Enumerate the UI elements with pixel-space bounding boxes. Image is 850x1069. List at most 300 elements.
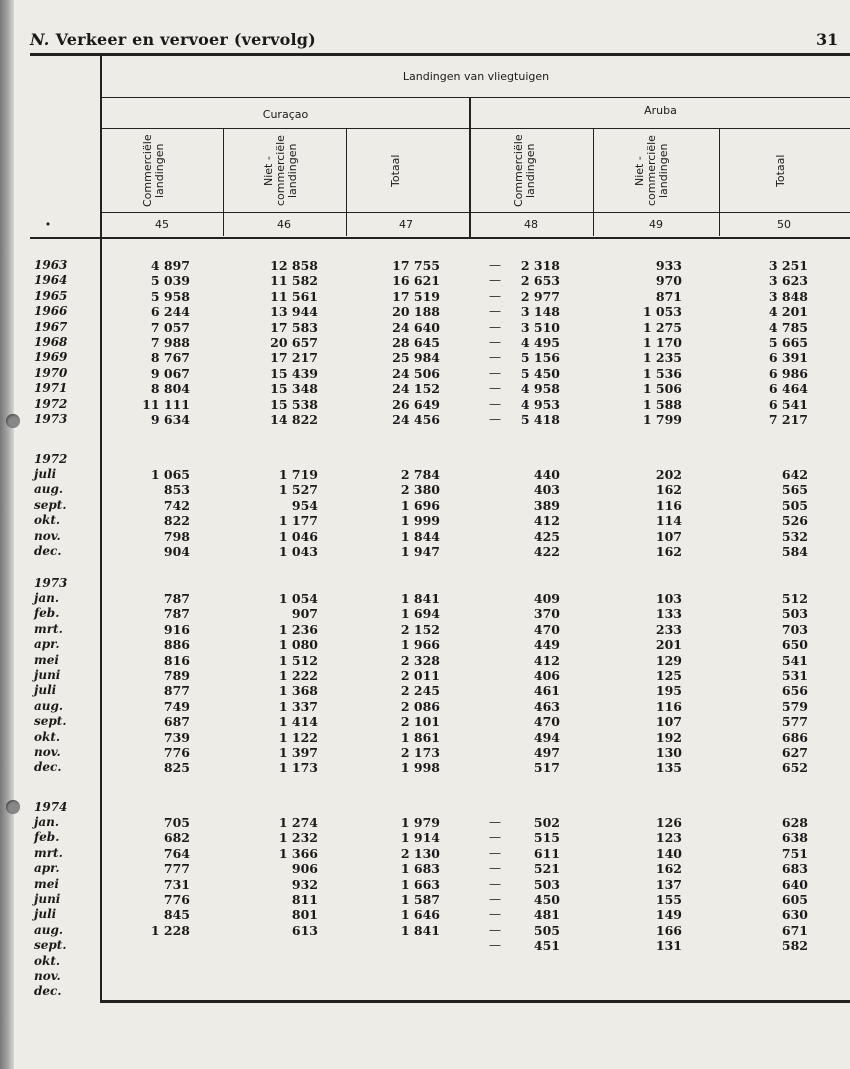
table-cell: 6 541 bbox=[768, 396, 808, 412]
table-cell: 1 080 bbox=[278, 637, 318, 653]
column-header: Commerciële landingen bbox=[141, 134, 166, 208]
table-cell: 1 122 bbox=[278, 729, 318, 745]
separator-dash: — bbox=[489, 938, 501, 953]
table-cell: 11 111 bbox=[142, 396, 190, 412]
row-label: juli bbox=[34, 467, 57, 481]
section-letter: N. bbox=[30, 30, 50, 49]
table-cell: 2 328 bbox=[400, 652, 440, 668]
table-cell: 1 844 bbox=[400, 528, 440, 544]
table-cell: 463 bbox=[533, 698, 560, 714]
row-label: 1968 bbox=[34, 334, 68, 349]
table-row bbox=[34, 969, 67, 984]
table-cell: 162 bbox=[655, 543, 682, 559]
col-divider bbox=[346, 128, 347, 236]
table-cell: 1 694 bbox=[400, 606, 440, 622]
table-cell: 17 217 bbox=[270, 350, 318, 366]
table-cell: 370 bbox=[533, 606, 560, 622]
table-cell: 497 bbox=[533, 744, 560, 760]
table-cell: 816 bbox=[163, 652, 190, 668]
table-cell: 12 858 bbox=[270, 258, 318, 273]
table-cell: 4 201 bbox=[768, 304, 808, 320]
table-cell: 4 953 bbox=[520, 396, 560, 412]
table-row bbox=[34, 876, 808, 892]
bottom-rule bbox=[100, 1000, 850, 1003]
table-cell: 7 217 bbox=[768, 411, 808, 427]
table-cell: 871 bbox=[655, 288, 682, 304]
table-cell: 11 561 bbox=[270, 288, 318, 304]
separator-dash: — bbox=[489, 861, 501, 876]
column-header: Niet - commerciële landingen bbox=[633, 135, 670, 207]
row-label: nov. bbox=[34, 528, 61, 543]
table-cell: 137 bbox=[655, 876, 682, 892]
table-row bbox=[34, 891, 808, 907]
row-label: sept. bbox=[34, 714, 67, 729]
table-row bbox=[34, 954, 67, 969]
col-divider bbox=[223, 128, 224, 236]
table-row bbox=[34, 652, 808, 668]
header-bottom-rule bbox=[30, 237, 850, 239]
table-cell: 9 634 bbox=[150, 411, 190, 427]
row-label: 1971 bbox=[34, 381, 68, 396]
row-label: feb. bbox=[34, 830, 60, 845]
table-cell: 1 966 bbox=[400, 637, 440, 653]
col-divider bbox=[719, 128, 720, 236]
row-label: 1965 bbox=[34, 288, 68, 303]
table-cell: 2 318 bbox=[520, 258, 560, 273]
row-label: 1966 bbox=[34, 304, 68, 319]
table-cell: 6 464 bbox=[768, 381, 808, 397]
table-cell: 1 861 bbox=[400, 729, 440, 745]
table-cell: 628 bbox=[781, 815, 808, 830]
table-cell: 125 bbox=[655, 667, 682, 683]
table-cell: 683 bbox=[781, 861, 808, 877]
separator-dash: — bbox=[489, 411, 501, 426]
table-cell: 906 bbox=[291, 861, 318, 877]
table-cell: 140 bbox=[655, 845, 682, 861]
table-cell: 26 649 bbox=[392, 396, 440, 412]
table-cell: 1 719 bbox=[278, 467, 318, 482]
table-cell: 8 767 bbox=[150, 350, 190, 366]
table-cell: 640 bbox=[781, 876, 808, 892]
table-cell: 503 bbox=[781, 606, 808, 622]
column-header: Niet - commerciële landingen bbox=[262, 135, 299, 207]
table-cell: 425 bbox=[533, 528, 560, 544]
table-cell: 1 947 bbox=[400, 543, 440, 559]
separator-dash: — bbox=[489, 907, 501, 922]
table-cell: 1 337 bbox=[278, 698, 318, 714]
table-cell: 126 bbox=[655, 815, 682, 830]
table-cell: 1 527 bbox=[278, 482, 318, 498]
table-cell: 24 152 bbox=[392, 381, 440, 397]
row-label: nov. bbox=[34, 744, 61, 759]
table-cell: 1 173 bbox=[278, 760, 318, 776]
table-cell: 801 bbox=[291, 907, 318, 923]
table-cell: 3 510 bbox=[520, 319, 560, 335]
table-cell: 2 784 bbox=[400, 467, 440, 482]
row-label: mrt. bbox=[34, 621, 63, 636]
table-row bbox=[34, 513, 808, 529]
table-cell: 822 bbox=[163, 513, 190, 529]
table-cell: 1 065 bbox=[150, 467, 190, 482]
table-cell: 1 177 bbox=[278, 513, 318, 529]
table-row bbox=[34, 621, 808, 637]
table-cell: 1 043 bbox=[278, 543, 318, 559]
table-cell: 406 bbox=[533, 667, 560, 683]
row-label: mei bbox=[34, 876, 59, 891]
table-cell: 1 236 bbox=[278, 621, 318, 637]
table-cell: 1 274 bbox=[278, 815, 318, 830]
column-number: 48 bbox=[524, 218, 538, 231]
table-cell: 116 bbox=[655, 497, 682, 513]
table-cell: 107 bbox=[655, 528, 682, 544]
group-year-title: 1974 bbox=[34, 800, 68, 814]
table-cell: 787 bbox=[163, 591, 190, 606]
column-header: Totaal bbox=[774, 154, 787, 188]
table-cell: 932 bbox=[291, 876, 318, 892]
table-cell: 1 799 bbox=[642, 411, 682, 427]
table-cell: 409 bbox=[533, 591, 560, 606]
table-cell: 24 456 bbox=[392, 411, 440, 427]
table-cell: 526 bbox=[781, 513, 808, 529]
table-cell: 731 bbox=[163, 876, 190, 892]
group-rule bbox=[102, 97, 850, 98]
table-cell: 776 bbox=[163, 744, 190, 760]
table-cell: 1 998 bbox=[400, 760, 440, 776]
table-cell: 954 bbox=[291, 497, 318, 513]
table-cell: 933 bbox=[655, 258, 682, 273]
table-cell: 1 588 bbox=[642, 396, 682, 412]
row-label: aug. bbox=[34, 922, 64, 937]
number-rule bbox=[102, 212, 850, 213]
table-cell: 656 bbox=[781, 683, 808, 699]
table-cell: 565 bbox=[781, 482, 808, 498]
table-cell: 28 645 bbox=[392, 334, 440, 350]
table-cell: 13 944 bbox=[270, 304, 318, 320]
table-cell: 1 368 bbox=[278, 683, 318, 699]
row-label: okt. bbox=[34, 513, 61, 528]
group-heading-curacao: Curaçao bbox=[262, 108, 309, 121]
table-cell: 505 bbox=[533, 922, 560, 938]
table-cell: 502 bbox=[533, 815, 560, 830]
table-cell: 1 663 bbox=[400, 876, 440, 892]
table-cell: 162 bbox=[655, 861, 682, 877]
table-cell: 15 538 bbox=[270, 396, 318, 412]
separator-dash: — bbox=[489, 319, 501, 334]
table-row bbox=[34, 815, 808, 830]
table-cell: 582 bbox=[781, 938, 808, 954]
table-cell: 192 bbox=[655, 729, 682, 745]
table-cell: 505 bbox=[781, 497, 808, 513]
table-row bbox=[34, 667, 808, 683]
table-cell: 845 bbox=[163, 907, 190, 923]
table-cell: 1 696 bbox=[400, 497, 440, 513]
table-row bbox=[34, 497, 808, 513]
table-cell: 705 bbox=[163, 815, 190, 830]
table-row bbox=[34, 543, 808, 559]
table-cell: 451 bbox=[533, 938, 560, 954]
row-label: 1963 bbox=[34, 258, 68, 272]
table-cell: 15 348 bbox=[270, 381, 318, 397]
table-cell: 8 804 bbox=[150, 381, 190, 397]
table-row bbox=[34, 845, 808, 861]
table-cell: 24 640 bbox=[392, 319, 440, 335]
table-cell: 149 bbox=[655, 907, 682, 923]
table-cell: 1 536 bbox=[642, 365, 682, 381]
separator-dash: — bbox=[489, 334, 501, 349]
table-cell: 584 bbox=[781, 543, 808, 559]
table-cell: 440 bbox=[533, 467, 560, 482]
table-cell: 107 bbox=[655, 714, 682, 730]
table-cell: 1 046 bbox=[278, 528, 318, 544]
row-label: juli bbox=[34, 683, 57, 698]
table-row bbox=[34, 984, 67, 999]
table-cell: 532 bbox=[781, 528, 808, 544]
table-cell: 764 bbox=[163, 845, 190, 861]
table-cell: 2 380 bbox=[400, 482, 440, 498]
table-cell: 14 822 bbox=[270, 411, 318, 427]
group-heading-aruba: Aruba bbox=[644, 104, 677, 117]
table-cell: 541 bbox=[781, 652, 808, 668]
table-row bbox=[34, 637, 808, 653]
row-label: okt. bbox=[34, 953, 61, 968]
table-cell: 503 bbox=[533, 876, 560, 892]
table-cell: 577 bbox=[781, 714, 808, 730]
table-cell: 579 bbox=[781, 698, 808, 714]
table-cell: 2 173 bbox=[400, 744, 440, 760]
table-cell: 521 bbox=[533, 861, 560, 877]
separator-dash: — bbox=[489, 304, 501, 319]
table-cell: 687 bbox=[163, 714, 190, 730]
row-group bbox=[34, 800, 808, 1000]
table-cell: 1 506 bbox=[642, 381, 682, 397]
table-cell: 5 665 bbox=[768, 334, 808, 350]
table-cell: 1 683 bbox=[400, 861, 440, 877]
table-cell: 7 988 bbox=[150, 334, 190, 350]
row-label: mrt. bbox=[34, 845, 63, 860]
table-cell: 1 914 bbox=[400, 830, 440, 846]
row-label: nov. bbox=[34, 968, 61, 983]
table-cell: 627 bbox=[781, 744, 808, 760]
table-cell: 825 bbox=[163, 760, 190, 776]
column-number: 46 bbox=[277, 218, 291, 231]
binding-edge bbox=[0, 0, 14, 1069]
table-cell: 9 067 bbox=[150, 365, 190, 381]
separator-dash: — bbox=[489, 876, 501, 891]
row-label: juni bbox=[34, 891, 61, 906]
separator-dash: — bbox=[489, 815, 501, 829]
table-row bbox=[34, 698, 808, 714]
row-label: jan. bbox=[34, 815, 60, 829]
row-label: 1969 bbox=[34, 350, 68, 365]
table-cell: 2 011 bbox=[400, 667, 440, 683]
table-row bbox=[34, 528, 808, 544]
table-cell: 1 414 bbox=[278, 714, 318, 730]
table-cell: 1 999 bbox=[400, 513, 440, 529]
table-row bbox=[34, 760, 808, 776]
table-cell: 877 bbox=[163, 683, 190, 699]
table-cell: 20 657 bbox=[270, 334, 318, 350]
column-header: Commerciële landingen bbox=[512, 134, 537, 208]
column-number: 45 bbox=[155, 218, 169, 231]
table-row bbox=[34, 938, 808, 954]
table-cell: 671 bbox=[781, 922, 808, 938]
table-cell: 642 bbox=[781, 467, 808, 482]
table-cell: 389 bbox=[533, 497, 560, 513]
binder-hole bbox=[6, 414, 20, 428]
page-number: 31 bbox=[816, 30, 839, 49]
table-cell: 2 086 bbox=[400, 698, 440, 714]
table-cell: 742 bbox=[163, 497, 190, 513]
table-cell: 751 bbox=[781, 845, 808, 861]
binder-hole bbox=[6, 800, 20, 814]
column-number: 47 bbox=[399, 218, 413, 231]
table-cell: 2 130 bbox=[400, 845, 440, 861]
table-cell: 1 228 bbox=[150, 922, 190, 938]
table-cell: 5 156 bbox=[520, 350, 560, 366]
table-cell: 4 785 bbox=[768, 319, 808, 335]
table-cell: 1 587 bbox=[400, 891, 440, 907]
table-cell: 4 897 bbox=[150, 258, 190, 273]
table-cell: 1 841 bbox=[400, 591, 440, 606]
table-cell: 412 bbox=[533, 513, 560, 529]
table-cell: 1 232 bbox=[278, 830, 318, 846]
main-heading: Landingen van vliegtuigen bbox=[402, 70, 550, 83]
table-cell: 5 418 bbox=[520, 411, 560, 427]
column-number: 50 bbox=[777, 218, 791, 231]
table-cell: 11 582 bbox=[270, 273, 318, 289]
table-cell: 422 bbox=[533, 543, 560, 559]
column-rule bbox=[102, 128, 850, 129]
table-cell: 202 bbox=[655, 467, 682, 482]
separator-dash: — bbox=[489, 288, 501, 303]
row-label: mei bbox=[34, 652, 59, 667]
row-label: sept. bbox=[34, 938, 67, 953]
table-cell: 20 188 bbox=[392, 304, 440, 320]
table-cell: 970 bbox=[655, 273, 682, 289]
column-number: 49 bbox=[649, 218, 663, 231]
table-cell: 123 bbox=[655, 830, 682, 846]
table-cell: 470 bbox=[533, 621, 560, 637]
table-row bbox=[34, 714, 808, 730]
table-cell: 162 bbox=[655, 482, 682, 498]
table-cell: 2 245 bbox=[400, 683, 440, 699]
separator-dash: — bbox=[489, 365, 501, 380]
table-cell: 512 bbox=[781, 591, 808, 606]
separator-dash: — bbox=[489, 845, 501, 860]
table-cell: 116 bbox=[655, 698, 682, 714]
table-cell: 4 958 bbox=[520, 381, 560, 397]
table-row bbox=[34, 683, 808, 699]
table-cell: 652 bbox=[781, 760, 808, 776]
table-cell: 2 101 bbox=[400, 714, 440, 730]
table-row bbox=[34, 606, 808, 622]
row-label: juli bbox=[34, 907, 57, 922]
table-cell: 650 bbox=[781, 637, 808, 653]
table-cell: 2 653 bbox=[520, 273, 560, 289]
row-label: feb. bbox=[34, 606, 60, 621]
table-cell: 450 bbox=[533, 891, 560, 907]
table-cell: 15 439 bbox=[270, 365, 318, 381]
table-cell: 630 bbox=[781, 907, 808, 923]
separator-dash: — bbox=[489, 396, 501, 411]
table-cell: 1 646 bbox=[400, 907, 440, 923]
row-label: 1972 bbox=[34, 396, 68, 411]
table-cell: 798 bbox=[163, 528, 190, 544]
table-cell: 17 583 bbox=[270, 319, 318, 335]
table-cell: 130 bbox=[655, 744, 682, 760]
table-cell: 6 391 bbox=[768, 350, 808, 366]
group-year-title: 1972 bbox=[34, 452, 68, 466]
table-cell: 1 235 bbox=[642, 350, 682, 366]
table-cell: 605 bbox=[781, 891, 808, 907]
stub-divider bbox=[100, 56, 102, 1002]
table-cell: 613 bbox=[291, 922, 318, 938]
table-cell: 703 bbox=[781, 621, 808, 637]
table-cell: 3 148 bbox=[520, 304, 560, 320]
table-cell: 1 366 bbox=[278, 845, 318, 861]
row-label: okt. bbox=[34, 729, 61, 744]
row-label: apr. bbox=[34, 637, 60, 652]
table-cell: 907 bbox=[291, 606, 318, 622]
separator-dash: — bbox=[489, 891, 501, 906]
table-cell: 787 bbox=[163, 606, 190, 622]
table-cell: 531 bbox=[781, 667, 808, 683]
table-row bbox=[34, 922, 808, 938]
table-cell: 1 170 bbox=[642, 334, 682, 350]
table-cell: 6 244 bbox=[150, 304, 190, 320]
row-group bbox=[34, 576, 808, 776]
table-cell: 777 bbox=[163, 861, 190, 877]
table-cell: 1 397 bbox=[278, 744, 318, 760]
table-row bbox=[34, 467, 808, 482]
table-cell: 155 bbox=[655, 891, 682, 907]
table-row bbox=[34, 482, 808, 498]
table-cell: 6 986 bbox=[768, 365, 808, 381]
separator-dash: — bbox=[489, 258, 501, 272]
table-cell: 1 054 bbox=[278, 591, 318, 606]
table-cell: 686 bbox=[781, 729, 808, 745]
row-label: sept. bbox=[34, 497, 67, 512]
stub-dot: • bbox=[44, 218, 52, 231]
row-label: jan. bbox=[34, 591, 60, 605]
table-cell: 131 bbox=[655, 938, 682, 954]
row-label: apr. bbox=[34, 861, 60, 876]
table-cell: 5 958 bbox=[150, 288, 190, 304]
table-cell: 114 bbox=[655, 513, 682, 529]
separator-dash: — bbox=[489, 350, 501, 365]
table-cell: 3 623 bbox=[768, 273, 808, 289]
table-cell: 135 bbox=[655, 760, 682, 776]
table-cell: 133 bbox=[655, 606, 682, 622]
table-cell: 1 222 bbox=[278, 667, 318, 683]
table-cell: 481 bbox=[533, 907, 560, 923]
row-label: dec. bbox=[34, 984, 62, 999]
table-cell: 461 bbox=[533, 683, 560, 699]
table-cell: 17 519 bbox=[392, 288, 440, 304]
table-row bbox=[34, 744, 808, 760]
row-group bbox=[34, 452, 808, 559]
table-cell: 1 841 bbox=[400, 922, 440, 938]
table-cell: 739 bbox=[163, 729, 190, 745]
section-title: Verkeer en vervoer (vervolg) bbox=[55, 30, 316, 49]
table-cell: 201 bbox=[655, 637, 682, 653]
table-cell: 611 bbox=[533, 845, 560, 861]
col-divider bbox=[593, 128, 594, 236]
table-cell: 412 bbox=[533, 652, 560, 668]
row-label: juni bbox=[34, 667, 61, 682]
column-header: Totaal bbox=[389, 154, 402, 188]
separator-dash: — bbox=[489, 922, 501, 937]
